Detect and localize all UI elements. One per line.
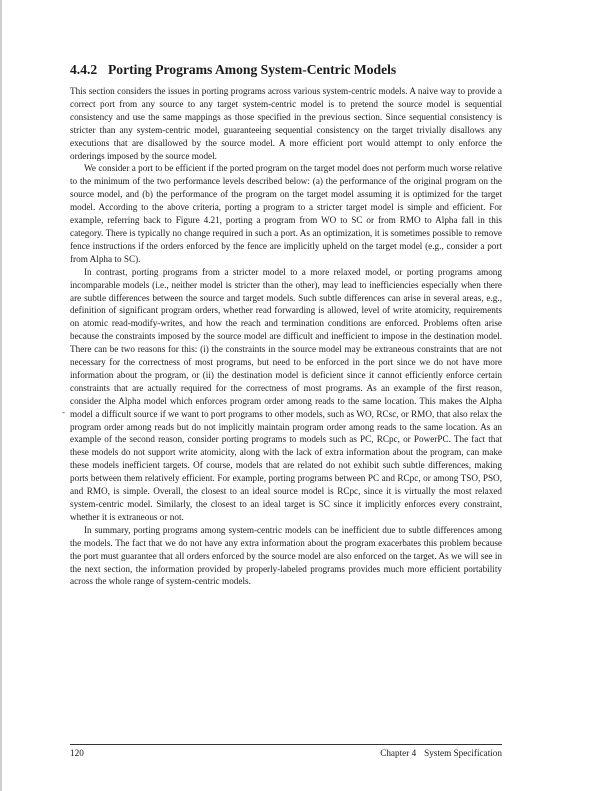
paragraph-4: In summary, porting programs among system-centric models can be inefficient due to subtle differences among the models. The fact that we do not have any extra information about the program exacerbates this problem because the port must guarantee that all orders enforced by the source model are also enforced on the target. As we will see in the next section, the information provided by properly-labeled programs provides much more efficient portability across the whole range of system-centric models. <box>70 524 502 587</box>
section-body <box>70 85 502 588</box>
paragraph-2: We consider a port to be efficient if the ported program on the target model does not perform much worse relative to the minimum of the two performance levels described below: (a) the performance of the original program on the source model, and (b) the performance of the program on the target model assuming it is optimized for the target model. According to the above criteria, porting a program to a stricter target model is simple and efficient. For example, referring back to Figure 4.21, porting a program from WO to SC or from RMO to Alpha fall in this category. There is typically no change required in such a port. As an optimization, it is sometimes possible to remove fence instructions if the orders enforced by the fence are implicitly upheld on the target model (e.g., consider a port from Alpha to SC). <box>70 163 502 264</box>
running-footer <box>380 748 502 758</box>
page-number: 120 <box>70 748 84 758</box>
footer-chapter-title: System Specification <box>424 748 502 758</box>
footer-rule <box>70 744 502 745</box>
page-edge-shadow <box>0 0 2 791</box>
paragraph-3: In contrast, porting programs from a stricter model to a more relaxed model, or porting programs among incomparable models (i.e., neither model is stricter than the other), may lead to inefficiencies especially when there are subtle differences between the source and target models. Such subtle differences can arise in several areas, e.g., definition of significant program orders, whether read forwarding is allowed, level of write atomicity, requirements on atomic read-modify-writes, and how the reach and termination conditions are enforced. Problems often arise because the constraints imposed by the source model are difficult and inefficient to impose in the destination model. There can be two reasons for this: (i) the constraints in the source model may be extraneous constraints that are not necessary for the correctness of most programs, but need to be enforced in the port since we do not have more information about the program, or (ii) the destination model is deficient since it cannot efficiently enforce certain constraints that are actually required for the correctness of most programs. As an example of the first reason, consider the Alpha model which enforces program order among reads to the same location. This makes the Alpha model a difficult source if we want to port programs to other models, such as WO, RCsc, or RMO, that also relax the program order among reads but do not implicitly maintain program order among reads to the same location. As an example of the second reason, consider porting programs to models such as PC, RCpc, or PowerPC. The fact that these models do not support write atomicity, along with the lack of extra information about the program, can make these models inefficient targets. Of course, models that are related do not exhibit such subtle differences, making ports between them relatively efficient. For example, porting programs between PC and RCpc, or among TSO, PSO, and RMO, is simple. Overall, the closest to an ideal source model is RCpc, since it is virtually the most relaxed system-centric model. Similarly, the closest to an ideal target is SC since it implicitly enforces every constraint, whether it is extraneous or not. <box>70 266 502 522</box>
section-title: Porting Programs Among System-Centric Models <box>108 62 397 77</box>
section-heading <box>70 62 510 78</box>
section-number: 4.4.2 <box>70 62 98 77</box>
footer-chapter: Chapter 4 <box>380 748 417 758</box>
paragraph-1: This section considers the issues in porting programs across various system-centric models. A naive way to provide a correct port from any source to any target system-centric model is to pretend the source model is sequential consistency and use the same mappings as those specified in the previous section. Since sequential consistency is stricter than any system-centric model, guaranteeing sequential consistency on the target trivially disallows any executions that are disallowed by the source model. A more efficient port would attempt to only enforce the orderings imposed by the source model. <box>70 86 502 161</box>
margin-change-mark: - <box>62 407 65 417</box>
